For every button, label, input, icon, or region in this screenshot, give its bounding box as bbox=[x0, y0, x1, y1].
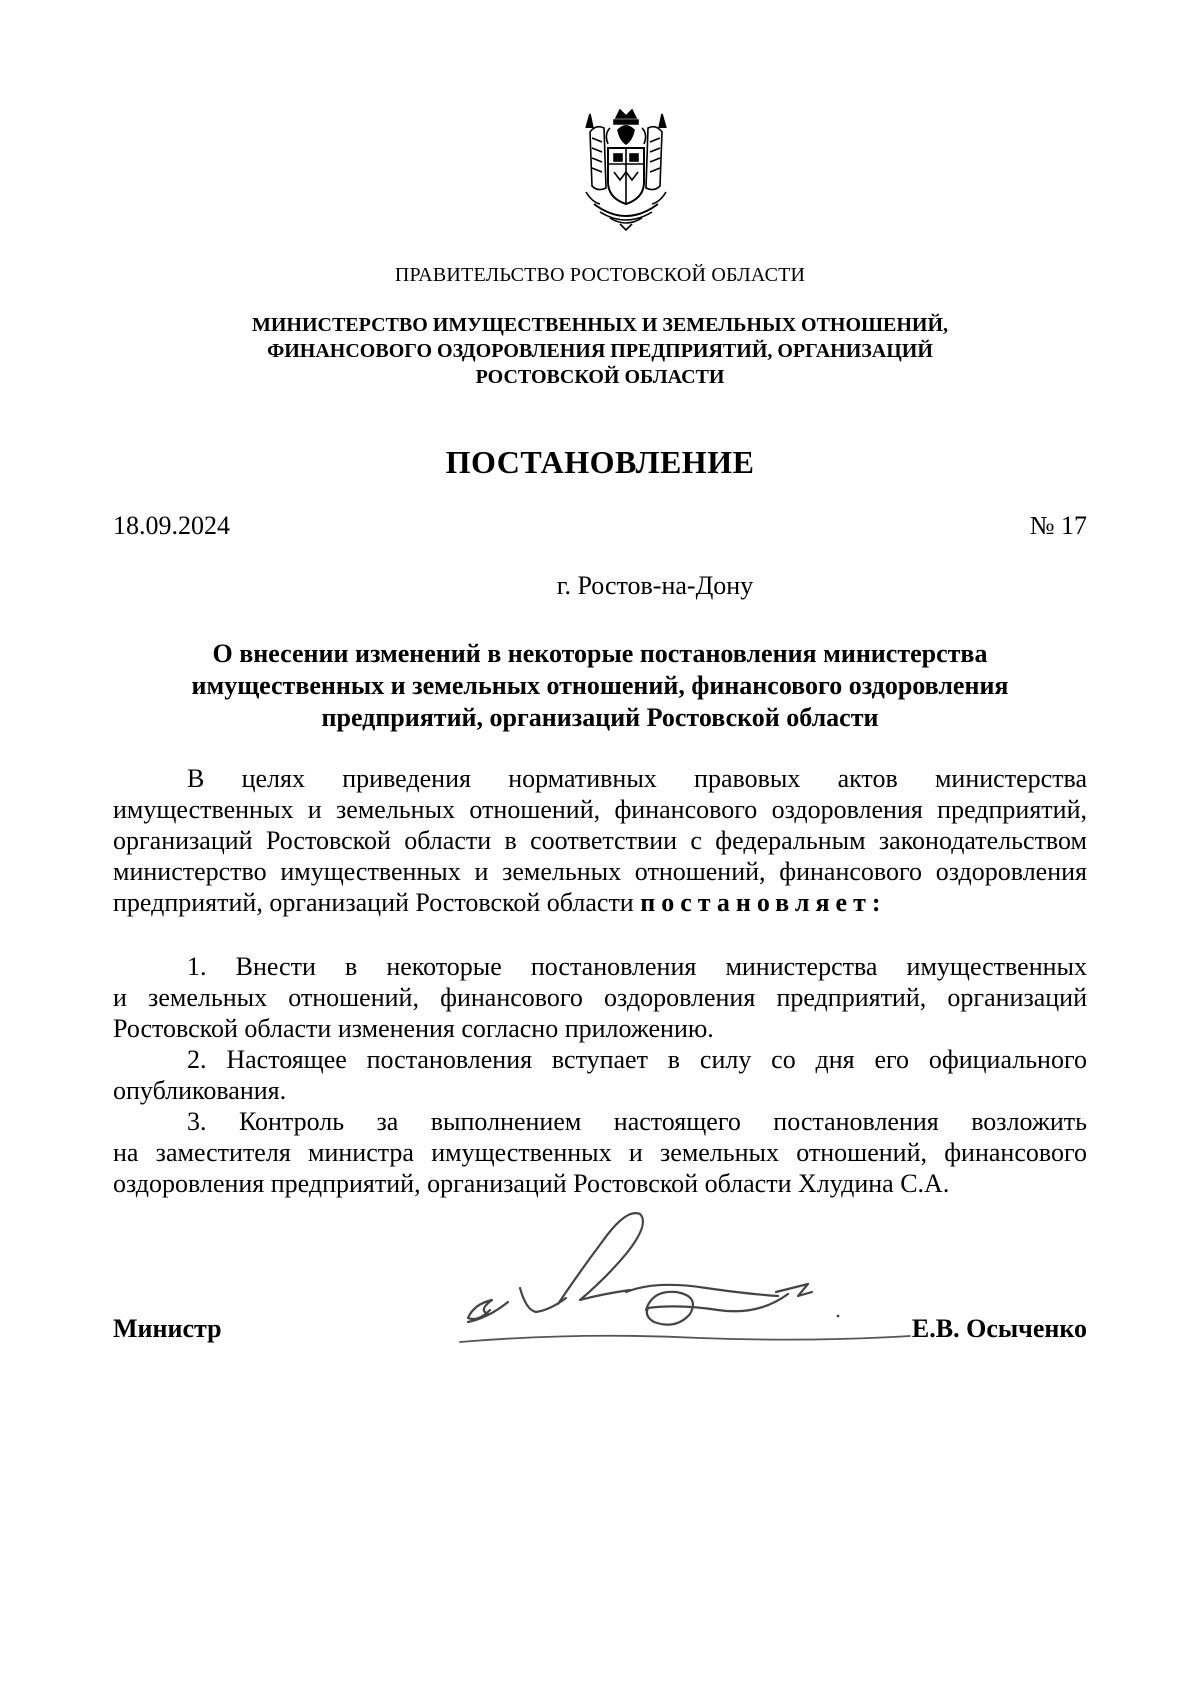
item-line: 1. Внести в некоторые постановления министерства имущественных bbox=[187, 952, 1087, 981]
preamble-line: В целях приведения нормативных правовых актов министерства bbox=[187, 764, 1087, 793]
item-line: оздоровления предприятий, организаций Ростовской области Хлудина С.А. bbox=[113, 1169, 950, 1198]
item-line: на заместителя министра имущественных и земельных отношений, финансового bbox=[113, 1138, 1087, 1167]
subject-line: предприятий, организаций Ростовской области bbox=[321, 703, 879, 732]
ministry-name bbox=[0, 312, 1200, 390]
subject-line: О внесении изменений в некоторые постановления министерства bbox=[212, 639, 988, 668]
document-date: 18.09.2024 bbox=[113, 511, 230, 540]
item-line: 2. Настоящее постановления вступает в силу со дня его официального bbox=[187, 1045, 1087, 1074]
preamble-line: имущественных и земельных отношений, финансового оздоровления предприятий, bbox=[113, 795, 1087, 824]
handwritten-signature-icon bbox=[450, 1200, 920, 1350]
resolves-word: постановляет: bbox=[640, 888, 887, 917]
item-line: опубликования. bbox=[113, 1076, 287, 1105]
signatory-name: Е.В. Осыченко bbox=[911, 1314, 1087, 1343]
item-line: 3. Контроль за выполнением настоящего постановления возложить bbox=[187, 1107, 1087, 1136]
document-subject bbox=[113, 638, 1087, 734]
ministry-name-line: РОСТОВСКОЙ ОБЛАСТИ bbox=[475, 366, 725, 388]
coat-of-arms-icon bbox=[580, 108, 672, 232]
item-line: Ростовской области изменения согласно приложению. bbox=[113, 1014, 714, 1043]
government-name: ПРАВИТЕЛЬСТВО РОСТОВСКОЙ ОБЛАСТИ bbox=[394, 264, 806, 286]
ministry-name-line: ФИНАНСОВОГО ОЗДОРОВЛЕНИЯ ПРЕДПРИЯТИЙ, ОРГАНИЗАЦИЙ bbox=[267, 340, 933, 362]
preamble-line: предприятий, организаций Ростовской области bbox=[113, 888, 634, 917]
item-line: и земельных отношений, финансового оздоровления предприятий, организаций bbox=[113, 983, 1087, 1012]
document-number: № 17 bbox=[1029, 511, 1087, 540]
preamble-line: министерство имущественных и земельных отношений, финансового оздоровления bbox=[113, 857, 1087, 886]
preamble-last-line bbox=[113, 887, 1087, 918]
preamble-line: организаций Ростовской области в соответствии с федеральным законодательством bbox=[113, 826, 1087, 855]
subject-line: имущественных и земельных отношений, финансового оздоровления bbox=[191, 671, 1009, 700]
document-city: г. Ростов-на-Дону bbox=[556, 571, 754, 600]
signatory-position: Министр bbox=[113, 1314, 222, 1343]
ministry-name-line: МИНИСТЕРСТВО ИМУЩЕСТВЕННЫХ И ЗЕМЕЛЬНЫХ ОТНОШЕНИЙ, bbox=[251, 314, 949, 336]
document-type: ПОСТАНОВЛЕНИЕ bbox=[445, 444, 755, 480]
